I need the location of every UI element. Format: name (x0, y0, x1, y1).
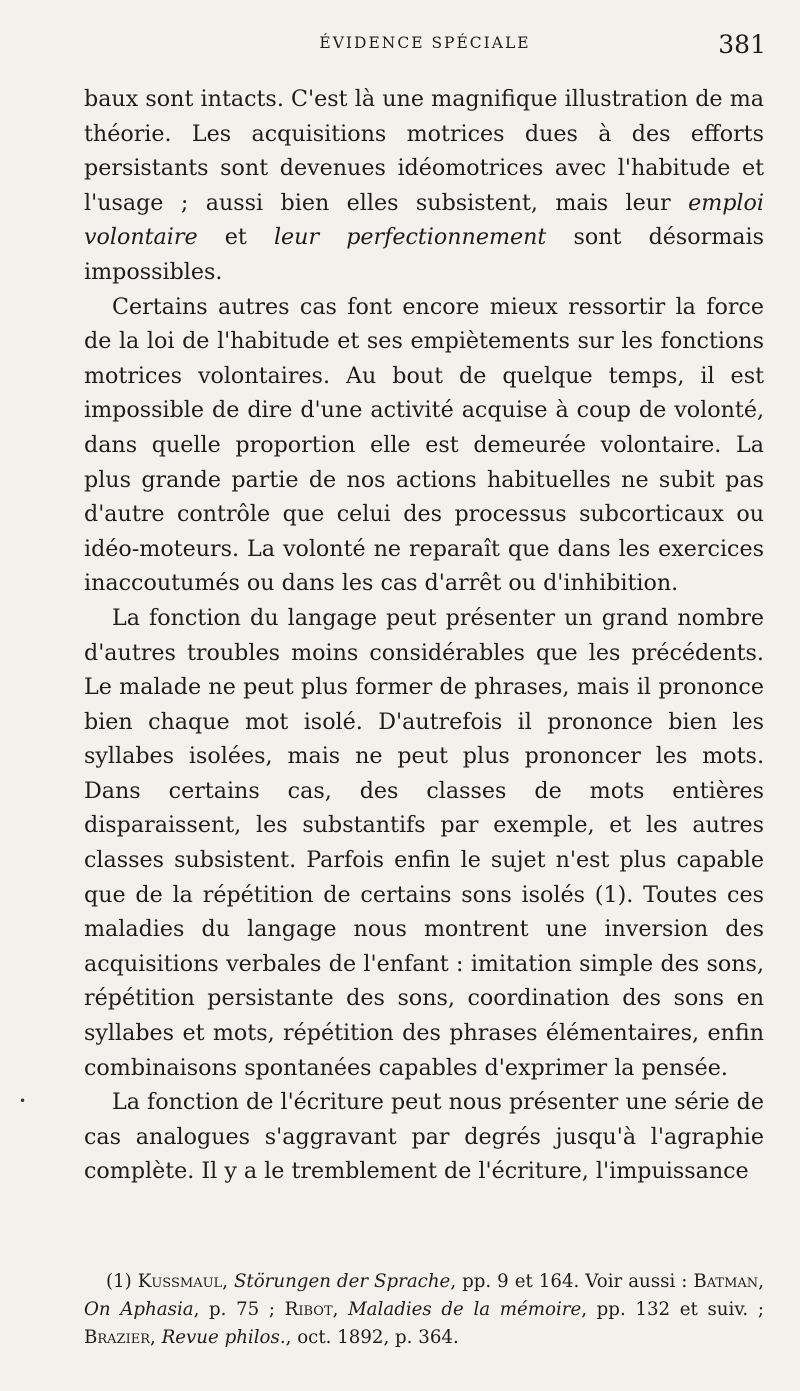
footnote-separator: , (758, 1271, 764, 1292)
running-head: ÉVIDENCE SPÉCIALE (319, 34, 531, 52)
page-header (84, 30, 766, 64)
footnote-text-c: , pp. 132 et suiv. ; (581, 1299, 764, 1320)
author-ribot: Ribot (284, 1299, 333, 1320)
footnote-marker: (1) (106, 1271, 138, 1292)
paragraph-3: La fonction du langage peut présenter un grand nombre d'autres troubles moins considérables que les précédents. Le malade ne peut plus former de phrases, mais il prononce bien chaque mot isolé. D'autrefois il prononce bien les syllabes isolées, mais ne peut plus prononcer les mots. Dans certains cas, des classes de mots entières disparaissent, les substantifs par exemple, et les autres classes subsistent. Parfois enfin le sujet n'est plus capable que de la répétition de certains sons isolés (1). Toutes ces maladies du langage nous montrent une inversion des acquisitions verbales de l'enfant : imitation simple des sons, répétition persistante des sons, coordination des sons en syllabes et mots, répétition des phrases élémentaires, enfin combinaisons spontanées capables d'exprimer la pensée. (84, 604, 764, 1081)
emphasis-leur-perfectionnement: leur perfectionnement (273, 224, 547, 251)
author-kussmaul: Kussmaul (137, 1271, 223, 1292)
page-number: 381 (718, 30, 766, 59)
footnote-1 (84, 1268, 764, 1352)
paragraph-1 (84, 82, 764, 290)
paragraph-4: La fonction de l'écriture peut nous présenter une série de cas analogues s'aggravant par degrés jusqu'à l'agraphie complète. Il y a le tremblement de l'écriture, l'impuissance (84, 1089, 764, 1185)
author-batman: Batman (693, 1271, 759, 1292)
paragraph-1-text-a: baux sont intacts. C'est là une magnifique illustration de ma théorie. Les acquisitions motrices dues à des efforts persistants sont devenues idéomotrices avec l'habitude et l'usage ; aussi bien elles subsistent, mais leur (84, 86, 764, 216)
paragraph-1-text-c: sont désormais impossibles. (84, 224, 764, 285)
footnote-separator: , (222, 1271, 234, 1292)
paragraph-1-text-b: et (197, 224, 274, 251)
footnote-text-a: , pp. 9 et 164. Voir aussi : (450, 1271, 694, 1292)
body-text (84, 82, 764, 1189)
footnote-text-b: , p. 75 ; (193, 1299, 285, 1320)
footnote-text-d: , oct. 1892, p. 364. (285, 1327, 459, 1348)
author-brazier: Brazier (84, 1327, 150, 1348)
footnote (84, 1268, 764, 1352)
footnote-separator: , (332, 1299, 349, 1320)
title-revue-philos: Revue philos. (161, 1327, 286, 1348)
footnote-separator: , (150, 1327, 162, 1348)
title-maladies-memoire: Maladies de la mémoire (348, 1299, 582, 1320)
paragraph-2: Certains autres cas font encore mieux ressortir la force de la loi de l'habitude et ses empiètements sur les fonctions motrices volontaires. Au bout de quelque temps, il est impossible de dire d'une activité acquise à coup de volonté, dans quelle proportion elle est demeurée volontaire. La plus grande partie de nos actions habituelles ne subit pas d'autre contrôle que celui des processus subcorticaux ou idéo-moteurs. La volonté ne reparaît que dans les exercices inaccoutumés ou dans les cas d'arrêt ou d'inhibition. (84, 293, 764, 597)
stray-ink-mark: • (19, 1094, 27, 1108)
title-storungen: Störungen der Sprache (233, 1271, 451, 1292)
emphasis-emploi-volontaire: emploi volontaire (84, 189, 764, 251)
title-on-aphasia: On Aphasia (84, 1299, 194, 1320)
